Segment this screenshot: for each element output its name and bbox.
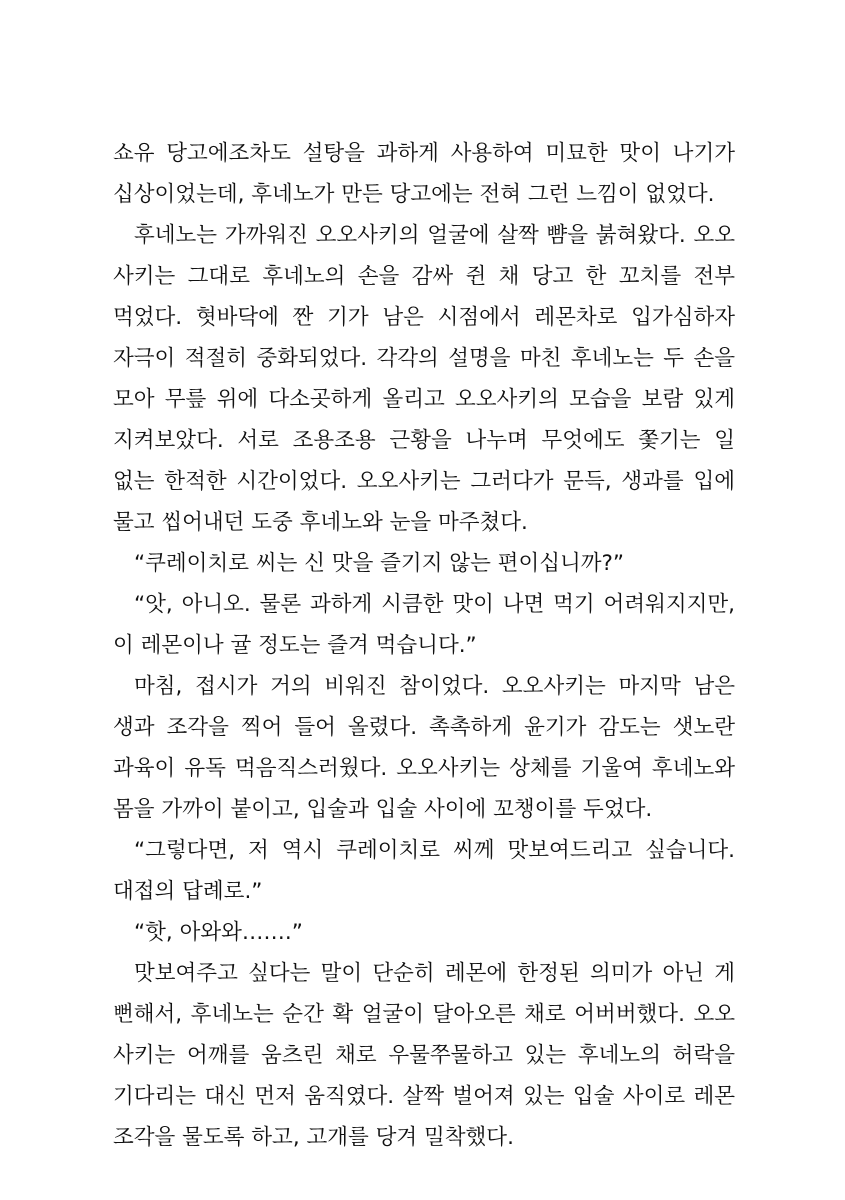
text-line: 뻔해서, 후네노는 순간 확 얼굴이 달아오른 채로 어버버했다. 오오 [113, 1002, 735, 1027]
dialogue-line: “그렇다면, 저 역시 쿠레이치로 씨께 맛보여드리고 싶습니다. [134, 838, 735, 863]
text-line: 지켜보았다. 서로 조용조용 근황을 나누며 무엇에도 쫓기는 일 [113, 428, 735, 453]
text-line: 후네노는 가까워진 오오사키의 얼굴에 살짝 뺨을 붉혀왔다. 오오 [134, 223, 735, 248]
text-line: 이 레몬이나 귤 정도는 즐겨 먹습니다.” [113, 633, 477, 658]
dialogue-line: “쿠레이치로 씨는 신 맛을 즐기지 않는 편이십니까?” [134, 551, 625, 576]
body-text [113, 133, 735, 1158]
text-line: 기다리는 대신 먼저 움직였다. 살짝 벌어져 있는 입술 사이로 레몬 [113, 1084, 735, 1109]
text-line: 모아 무릎 위에 다소곳하게 올리고 오오사키의 모습을 보람 있게 [113, 387, 735, 412]
text-line: 대접의 답례로.” [113, 879, 263, 904]
text-line: 맛보여주고 싶다는 말이 단순히 레몬에 한정된 의미가 아닌 게 [134, 961, 735, 986]
text-line: 생과 조각을 찍어 들어 올렸다. 촉촉하게 윤기가 감도는 샛노란 [113, 715, 735, 740]
dialogue-line: “앗, 아니오. 물론 과하게 시큼한 맛이 나면 먹기 어려워지지만, [134, 592, 735, 617]
text-line: 조각을 물도록 하고, 고개를 당겨 밀착했다. [113, 1125, 514, 1150]
text-line: 사키는 어깨를 움츠린 채로 우물쭈물하고 있는 후네노의 허락을 [113, 1043, 735, 1068]
text-line: 없는 한적한 시간이었다. 오오사키는 그러다가 문득, 생과를 입에 [113, 469, 735, 494]
text-line: 몸을 가까이 붙이고, 입술과 입술 사이에 꼬챙이를 두었다. [113, 797, 653, 822]
text-line: 물고 씹어내던 도중 후네노와 눈을 마주쳤다. [113, 510, 528, 535]
text-line: 먹었다. 혓바닥에 짠 기가 남은 시점에서 레몬차로 입가심하자 [113, 305, 735, 330]
text-line: 쇼유 당고에조차도 설탕을 과하게 사용하여 미묘한 맛이 나기가 [113, 141, 735, 166]
text-line: 십상이었는데, 후네노가 만든 당고에는 전혀 그런 느낌이 없었다. [113, 182, 715, 207]
dialogue-line: “핫, 아와와…….” [134, 920, 303, 945]
text-line: 마침, 접시가 거의 비워진 참이었다. 오오사키는 마지막 남은 [134, 674, 735, 699]
text-line: 자극이 적절히 중화되었다. 각각의 설명을 마친 후네노는 두 손을 [113, 346, 735, 371]
text-line: 과육이 유독 먹음직스러웠다. 오오사키는 상체를 기울여 후네노와 [113, 756, 735, 781]
text-line: 사키는 그대로 후네노의 손을 감싸 쥔 채 당고 한 꼬치를 전부 [113, 264, 735, 289]
